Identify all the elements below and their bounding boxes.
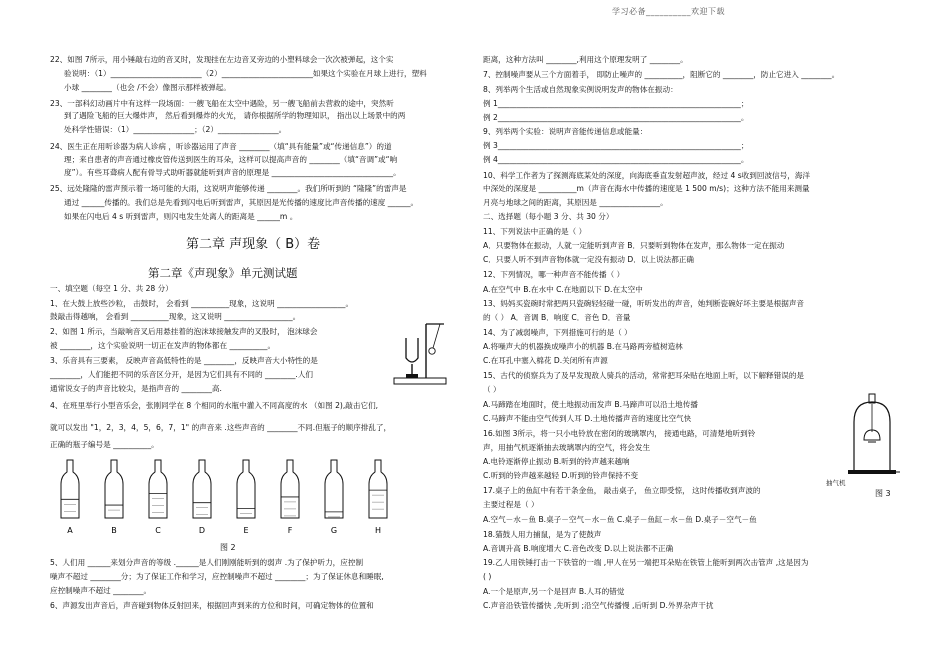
left-text-line-18: ________，人们能把不同的乐音区分开，是因为它们具有不同的 ________.人们: [50, 370, 314, 379]
right-text-line-18: 的（ ） A．音调 B．响度 C．音色 D．音量: [483, 313, 631, 322]
left-text-line-5: 处科学性错误：（1）________________；（2）________________。: [64, 125, 287, 134]
bottle-label: D: [198, 526, 206, 535]
bottle-H: [369, 460, 387, 535]
left-text-line-9: 25、远处隆隆的雷声预示着一场可能的大雨，这说明声能够传递 ________。我们所听到的 “隆隆”的雷声是: [50, 184, 407, 193]
right-text-line-1: 7、控制噪声要从三个方面着手， 即防止噪声的 __________，阻断它的 ________，防止它进入 ________。: [483, 70, 840, 79]
right-text-line-28: A.电铃逐渐停止振动 B.听到的铃声越来越响: [483, 457, 630, 466]
right-text-line-3: 例 1________________________________________________________________；: [483, 99, 749, 108]
bottle-label: E: [243, 526, 249, 535]
left-text-line-23: 5、人们用 ______来划分声音的等级 .______是人们刚刚能听到的弱声 .为了保护听力，应控制: [50, 558, 364, 567]
pump-label: 抽气机: [826, 479, 846, 487]
left-text-line-4: 到了遇险飞船的巨大爆炸声， 然后看到爆炸的火光， 请你根据所学的物理知识， 指出以上场景中的两: [64, 111, 406, 120]
left-text-line-0: 22、如图 7所示，用小锤敲右边的音叉时，发现挂在左边音叉旁边的小塑料球会一次次被弹起，这个实: [50, 55, 394, 64]
bottle-label: H: [374, 526, 382, 535]
right-text-line-15: 12、下列情况，哪一种声音不能传播（ ）: [483, 270, 625, 279]
left-text-line-15: 2、如图 1 所示，当敲响音叉后用悬挂着的泡沫球接触发声的叉股时， 泡沫球会: [50, 327, 318, 336]
bottles-figure: [58, 458, 388, 536]
left-text-line-1: 验说明：（1）________________________（2）________________________如果这个实验在月球上进行，塑料: [64, 69, 427, 78]
chapter-title: 第二章 声现象（ B）卷: [186, 237, 321, 252]
right-text-line-34: A.音调升高 B.响度增大 C.音色改变 D.以上说法都不正确: [483, 544, 674, 553]
right-text-line-12: 11、下列说法中正确的是（ ）: [483, 227, 587, 236]
right-text-line-7: 例 4________________________________________________________________。: [483, 155, 749, 164]
bottle-E: [237, 460, 255, 535]
bottle-C: [149, 460, 167, 535]
bottle-label: B: [111, 526, 117, 535]
right-text-line-37: A.一个是原声,另一个是回声 B.人耳的错觉: [483, 587, 625, 596]
bell-jar-figure: [842, 392, 902, 488]
right-text-line-24: A.马蹄踏在地面时，使土地振动而发声 B.马蹄声可以沿土地传播: [483, 400, 698, 409]
right-text-line-21: C.在耳孔中塞入棉花 D.关闭所有声源: [483, 356, 608, 365]
bottle-label: C: [155, 526, 161, 535]
left-text-line-6: 24、医生正在用听诊器为病人诊病 ，听诊器运用了声音 ________（填“具有能量”或“传递信息”）的道: [50, 142, 392, 151]
left-text-line-21: 就可以发出 "1，2，3，4，5，6，7，1" 的声音来 .这些声音的 ________不同.但瓶子的顺序排乱了，: [50, 423, 392, 432]
right-text-line-29: C.听到的铃声越来越轻 D.听到的铃声保持不变: [483, 471, 639, 480]
right-text-line-13: A．只要物体在振动，人就一定能听到声音 B．只要听到物体在发声，那么物体一定在振动: [483, 241, 785, 250]
right-text-line-26: 16.如图 3所示，将一只小电铃放在密闭的玻璃罩内， 接通电路，可清楚地听到铃: [483, 429, 756, 438]
right-text-line-35: 19.乙人用铁锤打击一下铁管的一端 ,甲人在另一端把耳朵贴在铁管上能听到两次击管声 ,这是因为: [483, 558, 809, 567]
right-text-line-14: C．只要人听不到声音物体就一定没有振动 D．以上说法都正确: [483, 255, 694, 264]
bottle-G: [325, 460, 343, 535]
figure-3-caption: 图 3: [875, 489, 891, 498]
left-text-line-22: 正确的瓶子编号是 __________。: [50, 440, 159, 449]
right-text-line-36: ( ): [483, 572, 492, 581]
right-text-line-22: 15、古代的侦察兵为了及早发现敌人骑兵的活动，常常把耳朵贴在地面上听，以下解释错误的是: [483, 371, 805, 380]
right-text-line-5: 9、列举两个实验：说明声音能传递信息或能量：: [483, 127, 648, 136]
figure-2-caption: 图 2: [220, 543, 236, 552]
left-text-line-11: 如果在闪电后 4 s 听到雷声，则闪电发生处离人的距离是 ______m 。: [64, 212, 298, 221]
left-text-line-13: 1、在大鼓上放些沙粒， 击鼓时， 会看到 __________现象，这说明 __________________。: [50, 299, 354, 308]
left-text-line-24: 噪声不超过 ________分；为了保证工作和学习，应控制噪声不超过 ________；为了保证休息和睡眠,: [50, 572, 384, 581]
left-text-line-14: 鼓敲击得越响， 会看到 __________现象，这又说明 __________________。: [50, 312, 301, 321]
right-text-line-30: 17.桌子上的鱼缸中有若干条金鱼， 敲击桌子， 鱼立即受惊， 这时传播收到声波的: [483, 486, 761, 495]
left-text-line-16: 被 ________，这个实验说明一切正在发声的物体都在 __________。: [50, 341, 276, 350]
bottle-B: [105, 460, 123, 535]
bottle-F: [281, 460, 299, 535]
bottle-label: A: [67, 526, 73, 535]
left-text-line-20: 4、在班里举行小型音乐会，张刚同学在 8 个相同的水瓶中灌入不同高度的水 （如图 2),敲击它们,: [50, 401, 379, 410]
tuning-fork-figure: [388, 318, 452, 388]
right-text-line-20: A.将噪声大的机器换成噪声小的机器 B.在马路两旁植树造林: [483, 342, 683, 351]
left-text-line-10: 通过 ______传播的。我们总是先看到闪电后听到雷声，其原因是光传播的速度比声音传播的速度 ______。: [64, 198, 419, 207]
right-text-line-23: （ ）: [483, 385, 501, 394]
right-text-line-10: 月亮与地球之间的距离，其原因是 ________________。: [483, 198, 668, 207]
right-text-line-0: 距离，这种方法叫 ________,利用这个原理发明了 ________。: [483, 55, 688, 64]
right-text-line-32: A.空气－水－鱼 B.桌子－空气－水－鱼 C.桌子－鱼缸－水－鱼 D.桌子－空气－鱼: [483, 515, 757, 524]
bottle-label: G: [330, 526, 338, 535]
bottles-svg: [58, 458, 388, 536]
right-text-line-19: 14、为了减弱噪声，下列措施可行的是（ ）: [483, 328, 632, 337]
right-text-line-25: C.马蹄声不能由空气传到人耳 D.土地传播声音的速度比空气快: [483, 414, 692, 423]
right-text-line-33: 18.猫鼓人用力捕鼠，是为了使鼓声: [483, 530, 602, 539]
right-text-line-16: A.在空气中 B.在水中 C.在地面以下 D.在太空中: [483, 285, 643, 294]
right-text-line-8: 10、科学工作者为了探测海底某处的深度，向海底垂直发射超声波，经过 4 s收到回波信号，海洋: [483, 171, 811, 180]
bottle-D: [193, 460, 211, 535]
left-text-line-19: 通常说女子的声音比较尖，是指声音的 ________高.: [50, 384, 222, 393]
left-text-line-3: 23、一部科幻动画片中有这样一段场面：一艘飞船在太空中遇险，另一艘飞船前去营救的途中，突然听: [50, 99, 394, 108]
left-text-line-2: 小球 ________（也会 /不会）像图示那样被弹起。: [64, 83, 231, 92]
right-text-line-6: 例 3________________________________________________________________；: [483, 141, 749, 150]
bottle-A: [61, 460, 79, 535]
right-text-line-11: 二、选择题（每小题 3 分、共 30 分）: [483, 212, 614, 221]
left-text-line-12: 一、填空题（每空 1 分、共 28 分）: [50, 284, 173, 293]
bottle-label: F: [287, 526, 293, 535]
right-text-line-27: 声，用抽气机逐渐抽去玻璃罩内的空气，将会发生: [483, 443, 651, 452]
left-text-line-7: 理；来自患者的声音通过橡皮管传送到医生的耳朵，这样可以提高声音的 ________（填“音调”或“响: [64, 155, 398, 164]
test-subtitle: 第二章《声现象》单元测试题: [148, 266, 298, 280]
right-text-line-38: C.声音沿铁管传播快 ,先听到 ;沿空气传播慢 ,后听到 D.外界杂声干扰: [483, 601, 714, 610]
right-text-line-17: 13、妈妈买瓷碗时常把两只瓷碗轻轻碰一碰，听听发出的声音，她判断瓷碗好坏主要是根据声音: [483, 299, 805, 308]
left-text-line-25: 应控制噪声不超过 ________。: [50, 586, 152, 595]
page-header: 学习必备__________欢迎下载: [612, 7, 725, 16]
right-text-line-31: 主要过程是（ ）: [483, 500, 539, 509]
left-text-line-26: 6、声源发出声音后，声音碰到物体反射回来，根据回声到来的方位和时间，可确定物体的位置和: [50, 601, 374, 610]
left-text-line-8: 度”）。有些耳聋病人配有骨导式助听器就能听到声音的原理是 ________________________________。: [64, 168, 401, 177]
right-text-line-2: 8、列举两个生活或自然现象实例说明发声的物体在振动：: [483, 85, 678, 94]
right-text-line-4: 例 2________________________________________________________________。: [483, 113, 749, 122]
right-text-line-9: 中深处的深度是 __________m（声音在海水中传播的速度是 1 500 m/s)；这种方法不能用来测量: [483, 184, 810, 193]
left-text-line-17: 3、乐音具有三要素， 反映声音高低特性的是 ________，反映声音大小特性的是: [50, 356, 318, 365]
